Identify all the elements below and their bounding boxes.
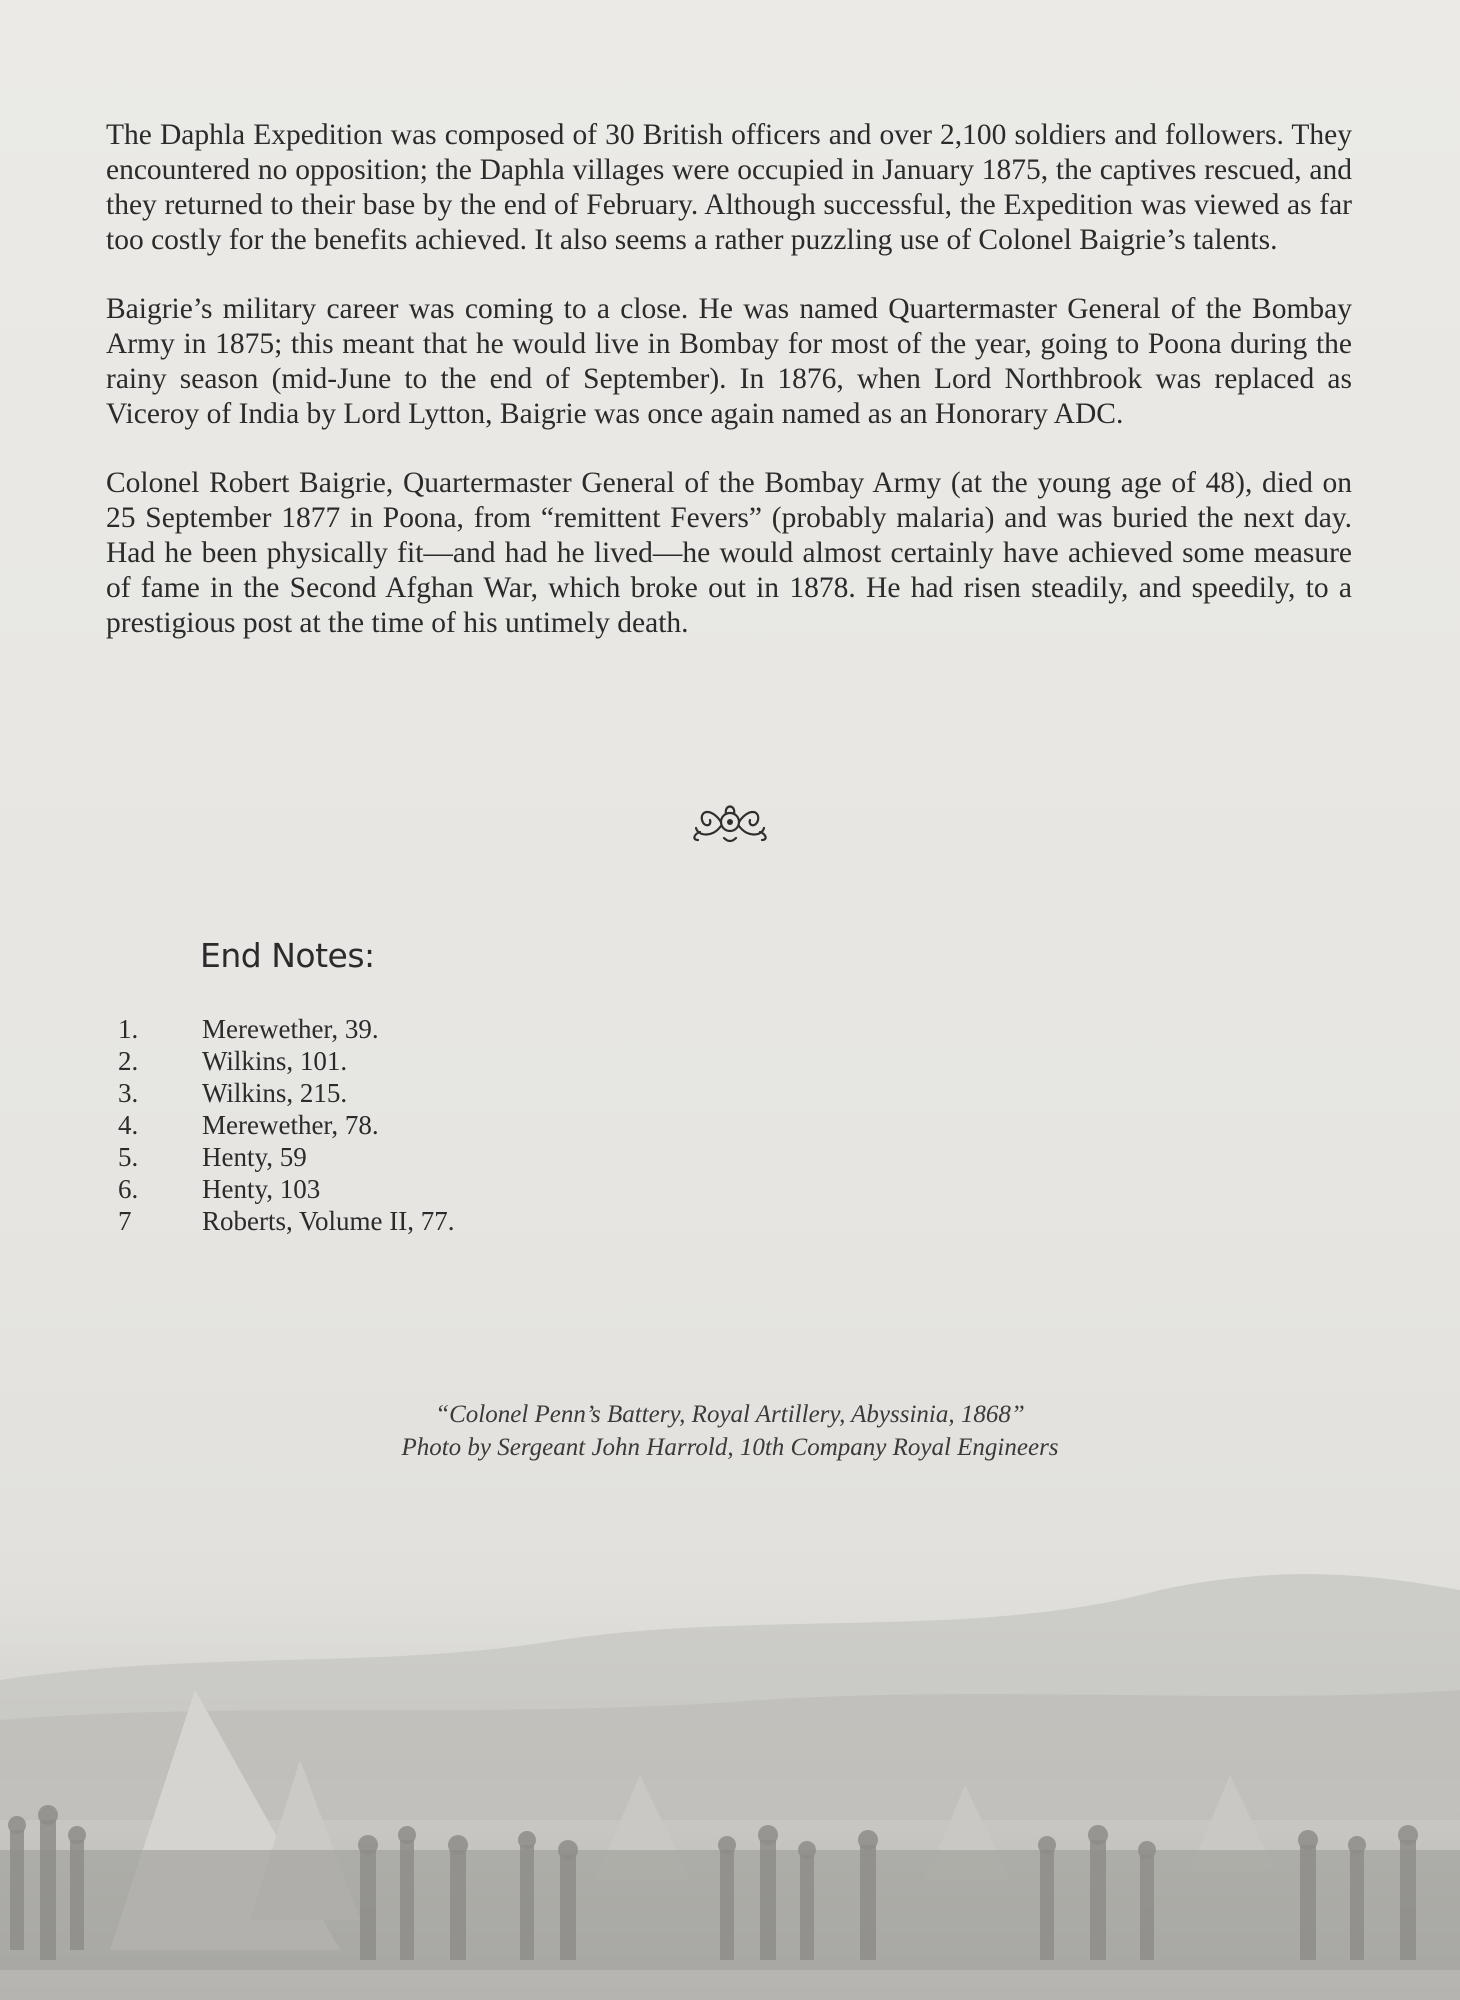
endnote-item bbox=[118, 1205, 455, 1237]
endnote-item bbox=[118, 1173, 455, 1205]
endnote-number: 6. bbox=[118, 1174, 139, 1204]
endnote-text: Merewether, 39. bbox=[202, 1014, 379, 1044]
endnote-number: 2. bbox=[118, 1046, 139, 1076]
endnote-number: 3. bbox=[118, 1078, 139, 1108]
endnote-text: Roberts, Volume II, 77. bbox=[202, 1206, 455, 1236]
paragraph-2: Baigrie’s military career was coming to a close. He was named Quartermaster General of the Bombay Army in 1875; this meant that he would live in Bombay for most of the year, going to Poona during the rainy season (mid-June to the end of September). In 1876, when Lord Northbrook was replaced as Viceroy of India by Lord Lytton, Baigrie was once again named as an Honorary ADC. bbox=[106, 293, 1352, 430]
endnotes-list bbox=[118, 1013, 455, 1237]
photo-caption bbox=[0, 1398, 1460, 1464]
endnote-number: 7 bbox=[118, 1206, 132, 1236]
endnote-item bbox=[118, 1045, 455, 1077]
caption-title: “Colonel Penn’s Battery, Royal Artillery, Abyssinia, 1868” bbox=[435, 1401, 1025, 1428]
endnote-text: Wilkins, 215. bbox=[202, 1078, 348, 1108]
endnote-item bbox=[118, 1109, 455, 1141]
faded-camp-photograph bbox=[0, 1520, 1460, 2000]
endnote-text: Henty, 59 bbox=[202, 1142, 307, 1172]
body-text bbox=[106, 118, 1352, 675]
endnote-number: 4. bbox=[118, 1110, 139, 1140]
paragraph-3: Colonel Robert Baigrie, Quartermaster General of the Bombay Army (at the young age of 48), died on 25 September 1877 in Poona, from “remittent Fevers” (probably malaria) and was buried the next day. Had he been physically fit—and had he lived—he would almost certainly have achieved some measure of fame in the Second Afghan War, which broke out in 1878. He had risen steadily, and speedily, to a prestigious post at the time of his untimely death. bbox=[106, 467, 1352, 639]
endnote-number: 1. bbox=[118, 1014, 139, 1044]
endnote-item bbox=[118, 1077, 455, 1109]
endnote-item bbox=[118, 1141, 455, 1173]
fleuron-ornament-icon bbox=[690, 798, 770, 844]
endnote-text: Merewether, 78. bbox=[202, 1110, 379, 1140]
endnote-text: Henty, 103 bbox=[202, 1174, 321, 1204]
endnotes-heading: End Notes: bbox=[200, 936, 375, 975]
endnote-item bbox=[118, 1013, 455, 1045]
endnote-text: Wilkins, 101. bbox=[202, 1046, 348, 1076]
caption-credit: Photo by Sergeant John Harrold, 10th Company Royal Engineers bbox=[401, 1434, 1059, 1461]
paragraph-1: The Daphla Expedition was composed of 30 British officers and over 2,100 soldiers and followers. They encountered no opposition; the Daphla villages were occupied in January 1875, the captives rescued, and they returned to their base by the end of February. Although successful, the Expedition was viewed as far too costly for the benefits achieved. It also seems a rather puzzling use of Colonel Baigrie’s talents. bbox=[106, 119, 1352, 256]
endnote-number: 5. bbox=[118, 1142, 139, 1172]
